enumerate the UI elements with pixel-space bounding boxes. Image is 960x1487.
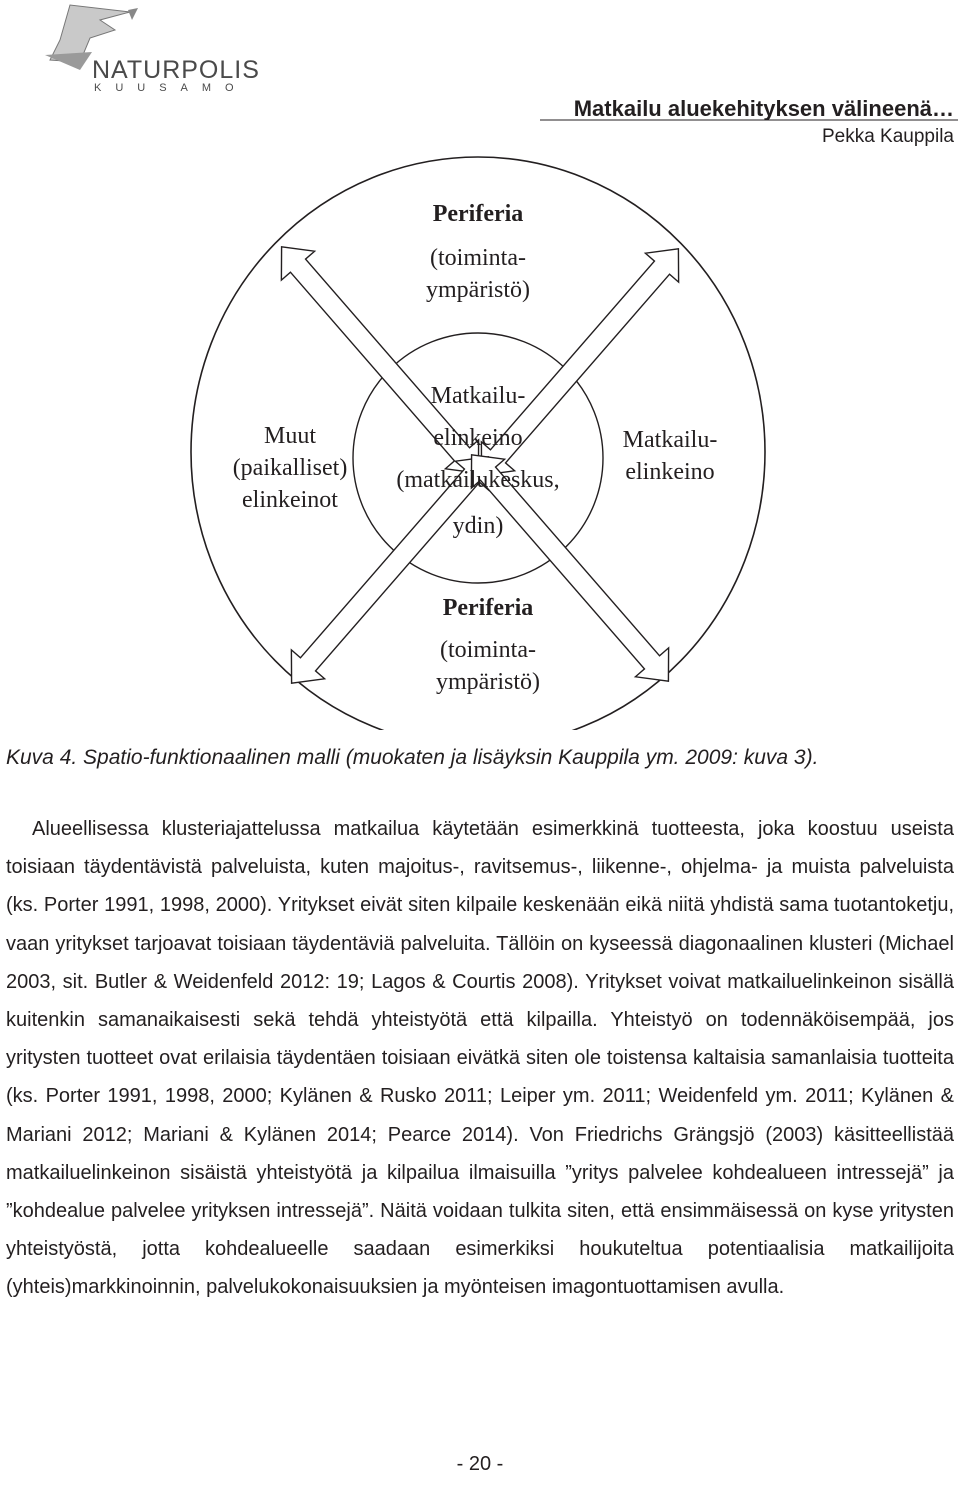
- center-label-line-3: (matkailukeskus,: [396, 467, 560, 493]
- left-label-line-2: (paikalliset): [232, 455, 348, 481]
- right-label-line-2: elinkeino: [625, 459, 715, 485]
- header-rule: [0, 118, 960, 122]
- header-title: Matkailu aluekehityksen välineenä…: [573, 96, 954, 121]
- logo-name: NATURPOLIS: [92, 56, 260, 84]
- center-label-line-4: ydin): [452, 513, 504, 539]
- left-label-line-1: Muut: [263, 423, 316, 449]
- bottom-label-line-1: Periferia: [442, 595, 534, 621]
- top-label-line-3: ympäristö): [426, 277, 530, 303]
- top-label-line-1: Periferia: [432, 201, 524, 227]
- center-label-line-1: Matkailu-: [430, 383, 526, 409]
- right-label-line-1: Matkailu-: [622, 427, 718, 453]
- naturpolis-logo: [20, 0, 260, 100]
- body-paragraph: [6, 810, 954, 1307]
- left-label-line-3: elinkeinot: [242, 487, 338, 513]
- header-author: Pekka Kauppila: [821, 126, 954, 147]
- body-paragraph-text: Alueellisessa klusteriajattelussa matkailua käytetään esimerkkinä tuotteesta, joka koostuu useista toisiaan täydentävistä palveluista, kuten majoitus-, ravitsemus-, liikenne-, ohjelma- ja muista palveluista (ks. Porter 1991, 1998, 2000). Yritykset eivät siten kilpaile keskenään eikä niitä yhdistä sama tuotantoketju, vaan yritykset tarjoavat toisiaan täydentäviä palveluita. Tällöin on kyseessä diagonaalinen klusteri (Michael 2003, sit. Butler & Weidenfeld 2012: 19; Lagos & Courtis 2008). Yritykset voivat matkailuelinkeinon sisällä kuitenkin samanaikaisesti sekä tehdä yhteistyötä että kilpailla. Yhteistyö on todennäköisempää, jos yritysten tuotteet ovat erilaisia täydentäen toisiaan eivätkä siten ole toistensa kaltaisia samanlaisia tuotteita (ks. Porter 1991, 1998, 2000; Kylänen & Rusko 2011; Leiper ym. 2011; Weidenfeld ym. 2011; Kylänen & Mariani 2012; Mariani & Kylänen 2014; Pearce 2014). Von Friedrichs Grängsjö (2003) käsitteellistää matkailuelinkeinon sisäistä yhteistyötä ja kilpailua ilmaisuilla ”yritys palvelee kohdealueen intressejä” ja ”kohdealue palvelee yrityksen intressejä”. Näitä voidaan tulkita siten, että ensimmäisessä on kyse yritysten yhteistyöstä, jotta kohdealueelle saadaan esimerkiksi houkuteltua potentiaalisia matkailijoita (yhteis)markkinoinnin, palvelukokonaisuuksien ja myönteisen imagontuottamisen avulla.: [6, 818, 954, 1299]
- figure-caption: Kuva 4. Spatio-funktionaalinen malli (muokaten ja lisäyksin Kauppila ym. 2009: kuva 3).: [6, 746, 819, 769]
- bottom-label-line-2: (toiminta-: [440, 637, 536, 663]
- center-label-line-2: elinkeino: [433, 425, 523, 451]
- logo-subtitle: KUUSAMO: [94, 82, 248, 94]
- top-label-line-2: (toiminta-: [430, 245, 526, 271]
- page-number: - 20 -: [456, 1453, 504, 1475]
- bottom-label-line-3: ympäristö): [436, 669, 540, 695]
